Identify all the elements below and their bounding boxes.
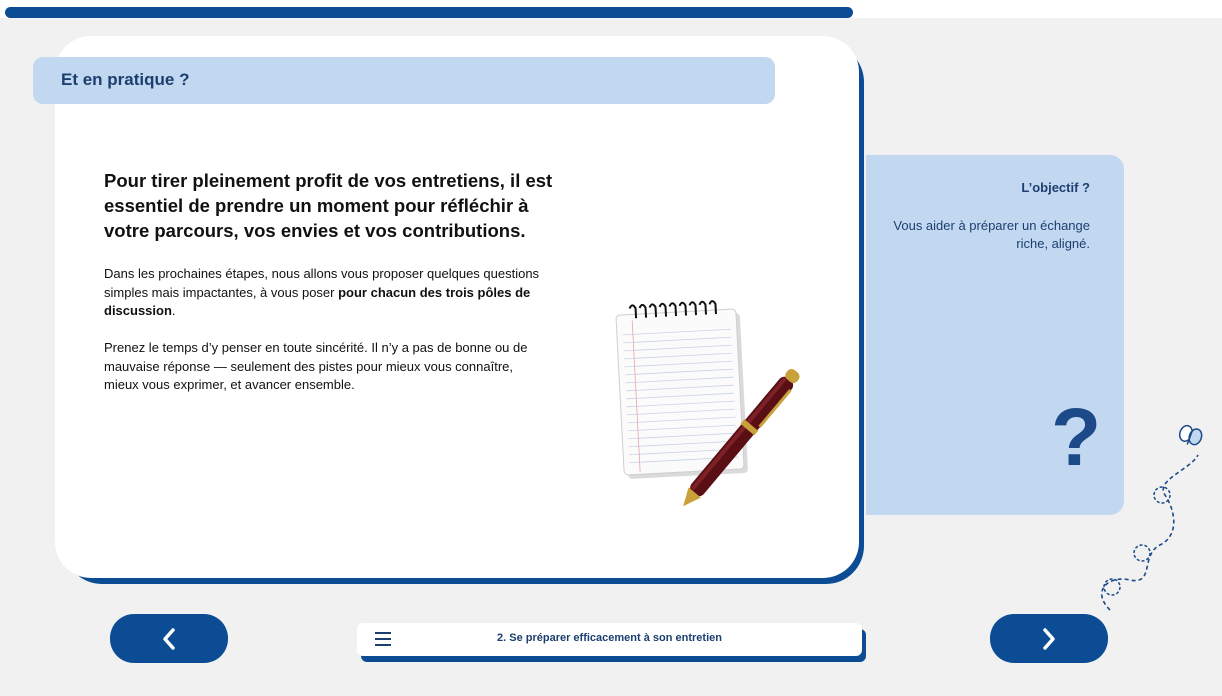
chevron-left-icon <box>161 628 177 650</box>
butterfly-decoration-icon <box>1080 415 1220 615</box>
objective-heading: L’objectif ? <box>1021 180 1090 195</box>
chapter-title: 2. Se préparer efficacement à son entretien <box>497 632 722 644</box>
progress-bar <box>5 7 853 18</box>
section-banner <box>33 57 775 104</box>
paragraph-2: Prenez le temps d’y penser en toute sincérité. Il n’y a pas de bonne ou de mauvaise réponse — seulement des pistes pour mieux vous connaître, mieux vous exprimer, et avancer ensemble. <box>104 340 528 392</box>
section-title: Et en pratique ? <box>61 70 190 89</box>
question-mark-icon: ? <box>1051 392 1102 483</box>
paragraph-1-bold: pour chacun des trois pôles de discussion <box>104 284 531 318</box>
paragraph-1-end: . <box>171 303 176 318</box>
next-button[interactable] <box>990 614 1108 663</box>
chevron-right-icon <box>1041 628 1057 650</box>
lead-text: Pour tirer pleinement profit de vos entretiens, il est essentiel de prendre un moment pour réfléchir à votre parcours, vos envies et vos contributions. <box>104 170 553 241</box>
paragraph-1 <box>104 265 544 321</box>
objective-text: Vous aider à préparer un échange riche, aligné. <box>893 218 1090 251</box>
notepad-pen-illustration <box>612 298 807 538</box>
chapter-menu-bar[interactable] <box>357 623 862 656</box>
paragraph-1-start: Dans les prochaines étapes, nous allons vous proposer quelques questions simples mais impactantes, à vous poser <box>104 266 540 300</box>
previous-button[interactable] <box>110 614 228 663</box>
